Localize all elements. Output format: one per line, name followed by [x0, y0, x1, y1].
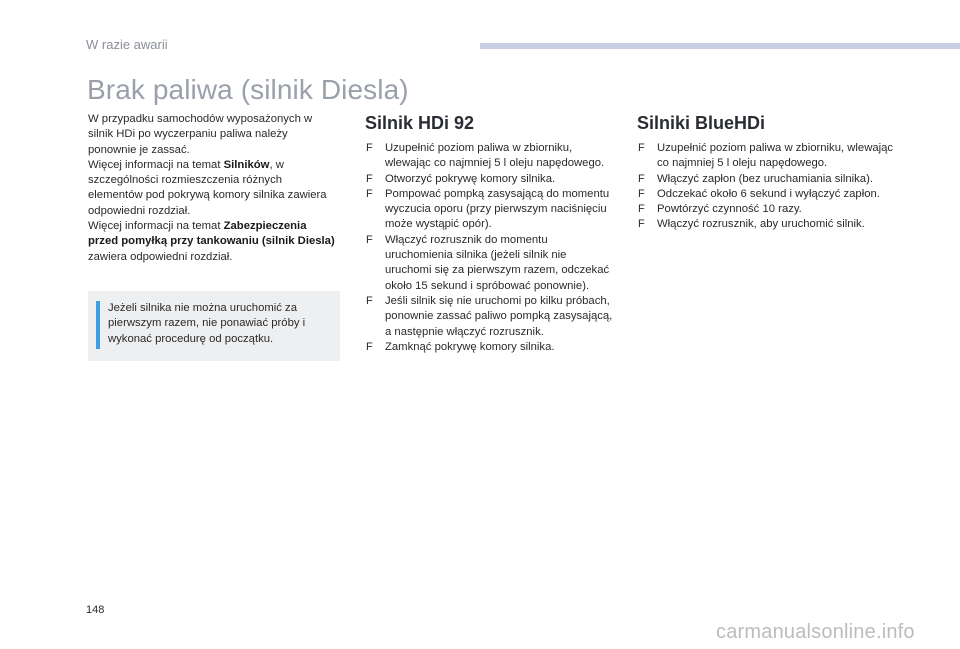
- list-item-text: Włączyć zapłon (bez uruchamiania silnika).: [657, 172, 873, 185]
- list-item-text: Jeśli silnik się nie uruchomi po kilku próbach, ponownie zassać paliwo pompką zasysającą, a następnie włączyć rozrusznik.: [385, 294, 613, 338]
- bluehdi-steps-list: [638, 141, 898, 233]
- list-item: [638, 217, 898, 232]
- bullet-icon: F: [366, 233, 373, 246]
- info-note-box: [88, 291, 340, 361]
- intro-paragraph-2: [88, 158, 338, 219]
- bullet-icon: F: [366, 172, 373, 185]
- bullet-icon: F: [366, 142, 373, 154]
- list-item: [638, 141, 898, 172]
- page-title: Brak paliwa (silnik Diesla): [87, 74, 409, 105]
- bullet-icon: F: [366, 340, 373, 353]
- header-accent-bar: [480, 43, 960, 49]
- list-item: [366, 141, 616, 172]
- list-item: [366, 294, 616, 340]
- list-item: [366, 172, 616, 187]
- hdi92-heading: Silnik HDi 92: [365, 113, 475, 133]
- list-item-text: Odczekać około 6 sekund i wyłączyć zapłon.: [657, 187, 880, 200]
- list-item: [366, 233, 616, 294]
- bullet-icon: F: [638, 172, 645, 185]
- info-icon: [96, 301, 100, 349]
- page-number: 148: [86, 604, 105, 616]
- list-item-text: Uzupełnić poziom paliwa w zbiorniku, wlewając co najmniej 5 l oleju napędowego.: [657, 142, 894, 170]
- intro-p2-suffix: , w szczególności rozmieszczenia różnych elementów pod pokrywą komory silnika zawiera odpowiedni rozdział.: [88, 158, 327, 217]
- list-item-text: Powtórzyć czynność 10 razy.: [657, 203, 802, 216]
- header-section-title: W razie awarii: [86, 37, 168, 52]
- list-item-text: Zamknąć pokrywę komory silnika.: [385, 340, 555, 353]
- list-item-text: Włączyć rozrusznik do momentu uruchomienia silnika (jeżeli silnik nie uruchomi się za pierwszym razem, odczekać około 15 sekund i spróbować ponownie).: [385, 233, 610, 292]
- intro-p2-prefix: Więcej informacji na temat: [88, 158, 224, 171]
- list-item-text: Uzupełnić poziom paliwa w zbiorniku, wlewając co najmniej 5 l oleju napędowego.: [385, 142, 605, 170]
- bullet-icon: F: [638, 142, 645, 154]
- list-item: [638, 202, 898, 217]
- list-item-text: Otworzyć pokrywę komory silnika.: [385, 172, 556, 185]
- bluehdi-heading: Silniki BlueHDi: [637, 113, 766, 133]
- bullet-icon: F: [638, 187, 645, 200]
- list-item-text: Włączyć rozrusznik, aby uruchomić silnik.: [657, 218, 865, 231]
- info-note-text: Jeżeli silnika nie można uruchomić za pierwszym razem, nie ponawiać próby i wykonać procedurę od początku.: [108, 302, 306, 345]
- intro-p3-link-zabezpieczenia: Zabezpieczenia przed pomyłką przy tankowaniu (silnik Diesla): [88, 220, 335, 248]
- hdi92-steps-list: [366, 141, 616, 355]
- intro-paragraph-3: [88, 219, 338, 265]
- bullet-icon: F: [366, 294, 373, 307]
- intro-p3-prefix: Więcej informacji na temat: [88, 220, 224, 233]
- list-item-text: Pompować pompką zasysającą do momentu wyczucia oporu (przy pierwszym naciśnięciu może wystąpić opór).: [385, 187, 610, 231]
- watermark: carmanualsonline.info: [716, 621, 915, 643]
- list-item: [638, 187, 898, 202]
- intro-p3-suffix: zawiera odpowiedni rozdział.: [88, 250, 233, 263]
- list-item: [638, 172, 898, 187]
- bullet-icon: F: [366, 187, 373, 200]
- bullet-icon: F: [638, 203, 645, 216]
- list-item: [366, 340, 616, 355]
- intro-p2-link-silniki: Silników: [223, 158, 270, 171]
- intro-column: [88, 112, 338, 265]
- list-item: [366, 187, 616, 233]
- bullet-icon: F: [638, 218, 645, 231]
- intro-paragraph-1: W przypadku samochodów wyposażonych w silnik HDi po wyczerpaniu paliwa należy ponownie je zassać.: [88, 113, 313, 156]
